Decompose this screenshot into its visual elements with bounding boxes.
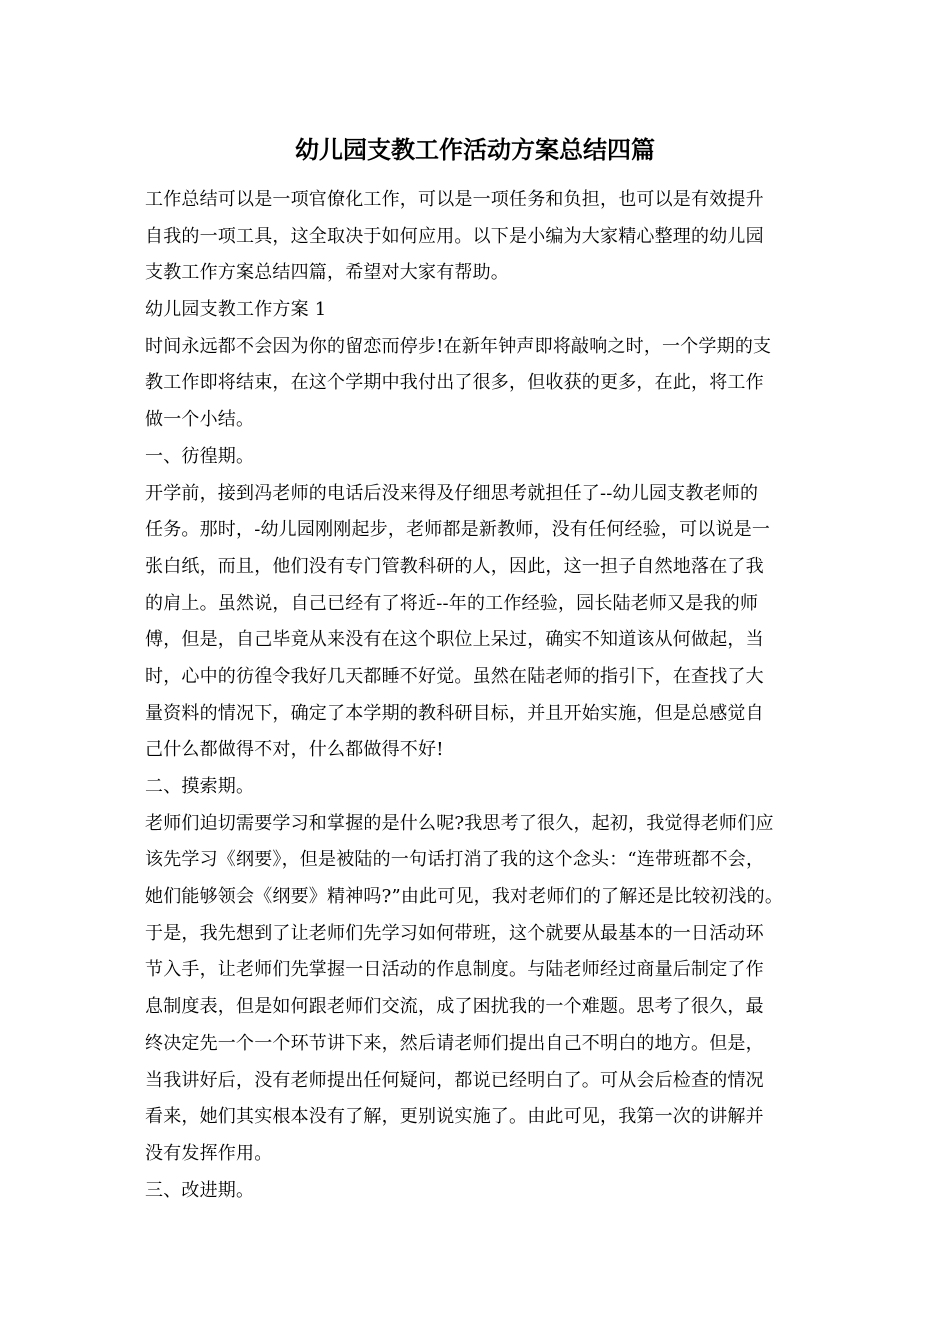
document-title: 幼儿园支教工作活动方案总结四篇 (295, 135, 655, 164)
text-line: 于是，我先想到了让老师们先学习如何带班，这个就要从最基本的一日活动环 (145, 922, 764, 944)
text-line: 时间永远都不会因为你的留恋而停步!在新年钟声即将敲响之时，一个学期的支 (145, 335, 772, 357)
section-heading: 幼儿园支教工作方案 1 (145, 299, 327, 321)
section-heading: 一、彷徨期。 (145, 445, 255, 467)
text-line: 开学前，接到冯老师的电话后没来得及仔细思考就担任了--幼儿园支教老师的 (145, 482, 759, 504)
text-line: 己什么都做得不对，什么都做得不好! (145, 739, 444, 761)
text-line: 任务。那时，-幼儿园刚刚起步，老师都是新教师，没有任何经验，可以说是一 (145, 519, 771, 541)
text-line: 看来，她们其实根本没有了解，更别说实施了。由此可见，我第一次的讲解并 (145, 1106, 764, 1128)
text-line: 支教工作方案总结四篇，希望对大家有帮助。 (145, 262, 509, 284)
text-line: 她们能够领会《纲要》精神吗?”由此可见，我对老师们的了解还是比较初浅的。 (145, 886, 784, 908)
text-line: 教工作即将结束，在这个学期中我付出了很多，但收获的更多，在此，将工作 (145, 372, 764, 394)
text-line: 息制度表，但是如何跟老师们交流，成了困扰我的一个难题。思考了很久，最 (145, 996, 764, 1018)
text-line: 时，心中的彷徨令我好几天都睡不好觉。虽然在陆老师的指引下，在查找了大 (145, 665, 764, 687)
text-line: 量资料的情况下，确定了本学期的教科研目标，并且开始实施，但是总感觉自 (145, 702, 764, 724)
text-line: 节入手，让老师们先掌握一日活动的作息制度。与陆老师经过商量后制定了作 (145, 959, 764, 981)
text-line: 没有发挥作用。 (145, 1142, 273, 1164)
section-heading: 二、摸索期。 (145, 776, 255, 797)
text-line: 当我讲好后，没有老师提出任何疑问，都说已经明白了。可从会后检查的情况 (145, 1069, 764, 1091)
text-line: 终决定先一个一个环节讲下来，然后请老师们提出自己不明白的地方。但是， (145, 1032, 764, 1054)
document-body (145, 182, 810, 1209)
text-line: 张白纸，而且，他们没有专门管教科研的人，因此，这一担子自然地落在了我 (145, 555, 764, 577)
text-line: 的肩上。虽然说，自己已经有了将近--年的工作经验，园长陆老师又是我的师 (145, 592, 759, 614)
text-line: 做一个小结。 (145, 409, 255, 431)
text-line: 傅，但是，自己毕竟从来没有在这个职位上呆过，确实不知道该从何做起，当 (145, 629, 764, 651)
text-line: 自我的一项工具，这全取决于如何应用。以下是小编为大家精心整理的幼儿园 (145, 225, 764, 247)
text-line: 老师们迫切需要学习和掌握的是什么呢?我思考了很久，起初，我觉得老师们应 (145, 812, 774, 834)
text-line: 工作总结可以是一项官僚化工作，可以是一项任务和负担，也可以是有效提升 (145, 189, 764, 210)
section-heading: 三、改进期。 (145, 1179, 255, 1201)
text-line: 该先学习《纲要》，但是被陆的一句话打消了我的这个念头：“连带班都不会， (145, 849, 765, 871)
